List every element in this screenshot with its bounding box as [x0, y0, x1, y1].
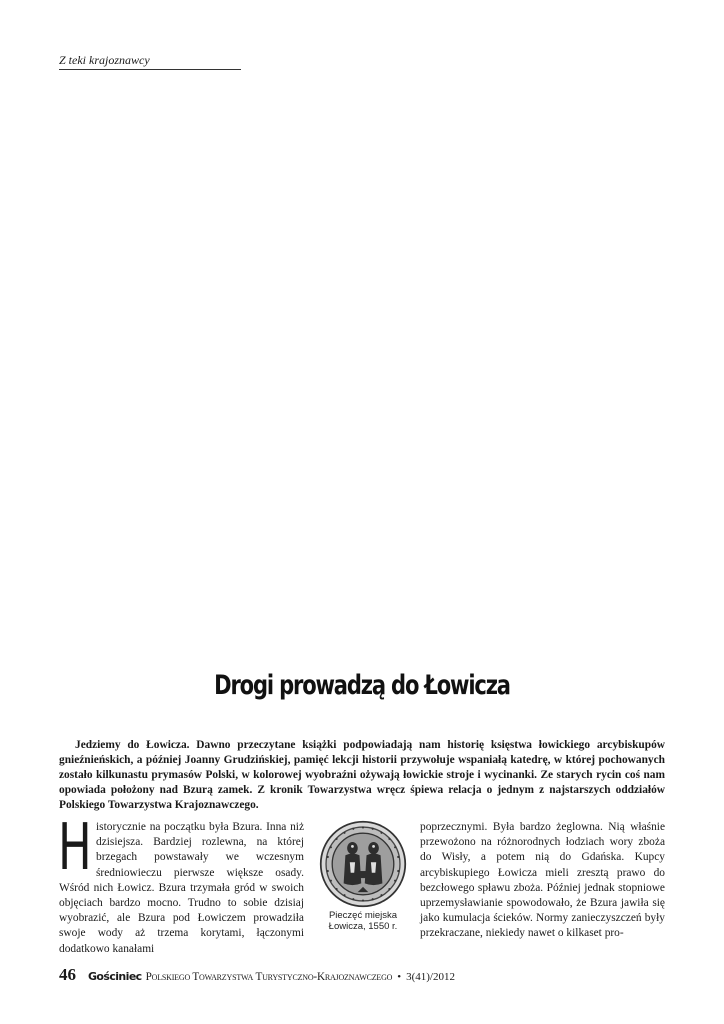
photo-area	[0, 80, 724, 660]
page-footer	[59, 965, 455, 985]
seal-figure	[316, 820, 410, 932]
body-column-right: poprzecznymi. Była bardzo żeglowna. Nią właśnie przewożono na różnorodnych łodziach wory zboża do Wisły, a potem nią do Gdańska. Kupcy arcybiskupiego Łowicza mieli zresztą prawo do bezcłowego spławu zboża. Później jednak stopniowe uprzemysławianie spowodowało, że Bzura jawiła się jako kumulacja ścieków. Normy zanieczyszczeń były przekraczane, niekiedy nawet o kilkaset pro-	[420, 821, 665, 940]
seal-caption-line-2: Łowicza, 1550 r.	[328, 921, 398, 932]
town-seal-image	[319, 820, 407, 908]
section-label: Z teki krajoznawcy	[59, 53, 241, 70]
magazine-name: Gościniec	[88, 970, 142, 983]
drop-cap: H	[58, 811, 92, 885]
article-lead: Jedziemy do Łowicza. Dawno przeczytane książki podpowiadają nam historię księstwa łowickiego arcybiskupów gnieźnieńskich, a później Joanny Grudzińskiej, pamięć lekcji historii przywołuje wspaniałą katedrę, w której pochowanych zostało kilkunastu prymasów Polski, w kolorowej wyobraźni ożywają łowickie stroje i wycinanki. Ze starych rycin coś nam opowiada położony nad Bzurą zamek. Z kronik Towarzystwa wręcz śpiewa relacja o jednym z najstarszych oddziałów Polskiego Towarzystwa Krajoznawczego.	[59, 739, 665, 812]
issue-number: 3(41)/2012	[406, 971, 455, 983]
article-title: Drogi prowadzą do Łowicza	[214, 670, 510, 701]
page-number: 46	[59, 965, 76, 984]
seal-caption	[316, 910, 410, 932]
publisher-name: Polskiego Towarzystwa Turystyczno-Krajoznawczego	[145, 971, 393, 983]
body-column-left	[58, 811, 304, 957]
seal-caption-line-1: Pieczęć miejska	[328, 910, 398, 921]
footer-separator: •	[397, 971, 402, 983]
body-text-left: istorycznie na początku była Bzura. Inna niż dzisiejsza. Bardziej rozlewna, na której brzegach powstawały we wczesnym średniowieczu pierwsze większe osady. Wśród nich Łowicz. Bzura trzymała gród w swoich objęciach bardzo mocno. Trudno to sobie dzisiaj wyobrazić, ale Bzura pod Łowiczem prowadziła swoje wody aż trzema korytami, łączonymi dodatkowo kanałami	[59, 821, 304, 955]
